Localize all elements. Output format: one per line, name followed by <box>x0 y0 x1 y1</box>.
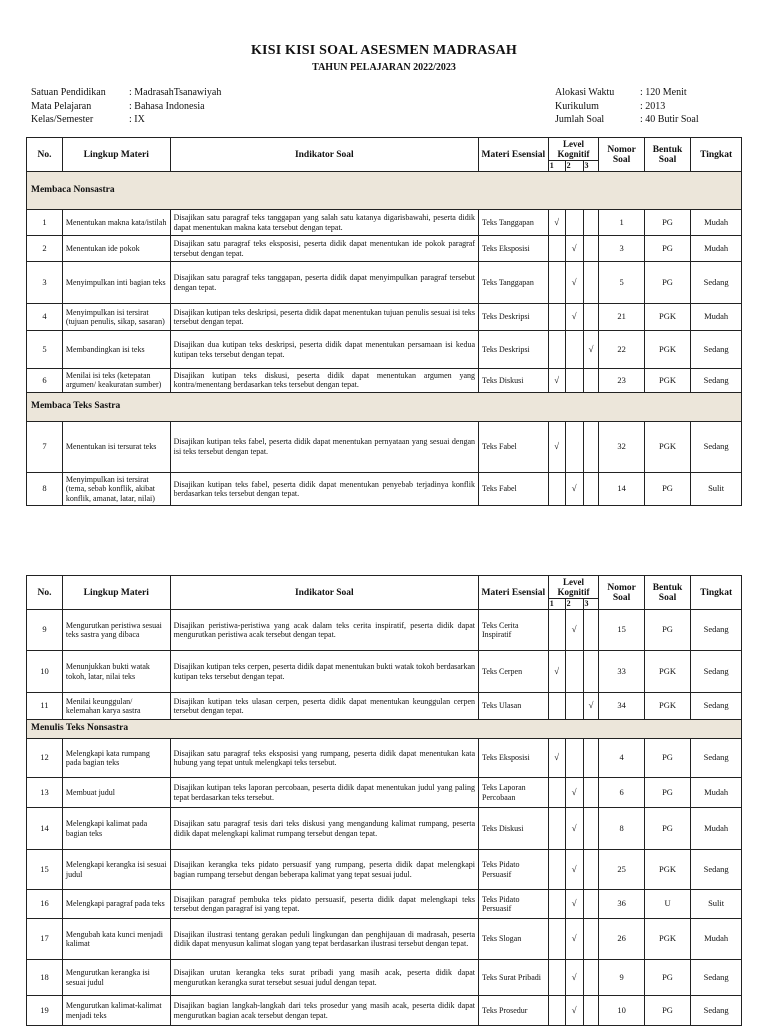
header-level-1: 1 <box>548 599 565 610</box>
level-1-check-cell <box>548 331 565 369</box>
header-level-2: 2 <box>565 599 583 610</box>
meta-key: Jumlah Soal <box>555 114 605 125</box>
section-row <box>27 720 742 739</box>
cell-indikator-soal: Disajikan kutipan teks diskusi, peserta didik dapat menentukan argumen yang kontra/menentang berdasarkan teks tersebut dengan tepat. <box>170 369 478 393</box>
cell-bentuk-soal: PGK <box>644 331 690 369</box>
header-materi-esensial: Materi Esensial <box>479 138 549 172</box>
cell-lingkup-materi: Menentukan makna kata/istilah <box>62 210 170 236</box>
header-lingkup-materi: Lingkup Materi <box>62 576 170 610</box>
cell-materi-esensial: Teks Eksposisi <box>479 236 549 262</box>
cell-tingkat: Sulit <box>691 890 742 919</box>
cell-indikator-soal: Disajikan satu paragraf teks eksposisi, peserta didik dapat menentukan ide pokok paragraf tersebut dengan tepat. <box>170 236 478 262</box>
level-3-check-cell <box>583 651 599 693</box>
cell-bentuk-soal: PGK <box>644 651 690 693</box>
cell-nomor-soal: 8 <box>599 808 644 850</box>
level-3-check-cell <box>583 472 599 505</box>
cell-bentuk-soal: PGK <box>644 919 690 960</box>
cell-nomor-soal: 26 <box>599 919 644 960</box>
cell-tingkat: Mudah <box>691 919 742 960</box>
cell-bentuk-soal: PG <box>644 210 690 236</box>
cell-bentuk-soal: PG <box>644 236 690 262</box>
header-materi-esensial: Materi Esensial <box>479 576 549 610</box>
level-2-check-cell <box>565 739 583 778</box>
cell-no: 7 <box>27 421 63 472</box>
cell-nomor-soal: 25 <box>599 850 644 890</box>
cell-materi-esensial: Teks Deskripsi <box>479 304 549 331</box>
cell-materi-esensial: Teks Fabel <box>479 472 549 505</box>
cell-nomor-soal: 22 <box>599 331 644 369</box>
level-1-check-cell <box>548 778 565 808</box>
meta-key: Kurikulum <box>555 100 599 112</box>
level-3-check-cell <box>583 610 599 651</box>
table-row <box>27 739 742 778</box>
header-level-1: 1 <box>548 161 565 172</box>
cell-lingkup-materi: Membandingkan isi teks <box>62 331 170 369</box>
cell-bentuk-soal: PGK <box>644 304 690 331</box>
level-3-check-cell <box>583 739 599 778</box>
level-3-check-cell <box>583 778 599 808</box>
cell-bentuk-soal: PG <box>644 778 690 808</box>
level-2-check-cell: √ <box>565 472 583 505</box>
level-3-check-cell: √ <box>583 693 599 720</box>
table-row <box>27 369 742 393</box>
header-level-2: 2 <box>565 161 583 172</box>
cell-nomor-soal: 21 <box>599 304 644 331</box>
level-1-check-cell <box>548 850 565 890</box>
cell-materi-esensial: Teks Prosedur <box>479 996 549 1026</box>
cell-lingkup-materi: Menunjukkan bukti watak tokoh, latar, nilai teks <box>62 651 170 693</box>
cell-nomor-soal: 4 <box>599 739 644 778</box>
cell-lingkup-materi: Mengurutkan peristiwa sesuai teks sastra yang dibaca <box>62 610 170 651</box>
level-2-check-cell <box>565 421 583 472</box>
table-row <box>27 262 742 304</box>
cell-nomor-soal: 36 <box>599 890 644 919</box>
section-title: Membaca Teks Sastra <box>27 392 742 421</box>
level-1-check-cell: √ <box>548 369 565 393</box>
meta-row <box>31 86 221 100</box>
table-row <box>27 651 742 693</box>
level-3-check-cell <box>583 919 599 960</box>
cell-no: 11 <box>27 693 63 720</box>
section-title: Menulis Teks Nonsastra <box>27 720 742 739</box>
meta-key: Alokasi Waktu <box>555 87 615 98</box>
cell-nomor-soal: 33 <box>599 651 644 693</box>
cell-nomor-soal: 9 <box>599 960 644 996</box>
cell-bentuk-soal: PGK <box>644 693 690 720</box>
cell-lingkup-materi: Menilai isi teks (ketepatan argumen/ keakuratan sumber) <box>62 369 170 393</box>
cell-no: 4 <box>27 304 63 331</box>
header-level-3: 3 <box>583 599 599 610</box>
table-row <box>27 610 742 651</box>
cell-materi-esensial: Teks Cerita Inspiratif <box>479 610 549 651</box>
cell-tingkat: Sedang <box>691 421 742 472</box>
cell-tingkat: Mudah <box>691 304 742 331</box>
cell-materi-esensial: Teks Tanggapan <box>479 262 549 304</box>
table-row <box>27 850 742 890</box>
cell-no: 12 <box>27 739 63 778</box>
cell-no: 10 <box>27 651 63 693</box>
level-1-check-cell: √ <box>548 210 565 236</box>
cell-indikator-soal: Disajikan satu paragraf teks eksposisi yang rumpang, peserta didik dapat menentukan kata hubung yang tepat untuk melengkapi teks tersebut. <box>170 739 478 778</box>
level-1-check-cell: √ <box>548 739 565 778</box>
level-2-check-cell: √ <box>565 808 583 850</box>
cell-materi-esensial: Teks Diskusi <box>479 369 549 393</box>
cell-indikator-soal: Disajikan bagian langkah-langkah dari teks prosedur yang masih acak, peserta didik dapat mengurutkan bagian acak tersebut dengan tepat. <box>170 996 478 1026</box>
meta-value: : IX <box>129 114 145 125</box>
level-1-check-cell <box>548 919 565 960</box>
level-3-check-cell <box>583 808 599 850</box>
cell-materi-esensial: Teks Fabel <box>479 421 549 472</box>
cell-no: 5 <box>27 331 63 369</box>
meta-info-left <box>31 86 221 127</box>
table-row <box>27 331 742 369</box>
cell-bentuk-soal: U <box>644 890 690 919</box>
level-1-check-cell <box>548 996 565 1026</box>
meta-value: : 120 Menit <box>640 87 687 98</box>
cell-indikator-soal: Disajikan kutipan teks fabel, peserta didik dapat menentukan pernyataan yang sesuai dengan isi teks tersebut dengan tepat. <box>170 421 478 472</box>
table-row <box>27 472 742 505</box>
cell-no: 6 <box>27 369 63 393</box>
meta-row <box>555 86 699 100</box>
level-3-check-cell <box>583 890 599 919</box>
cell-lingkup-materi: Menyimpulkan inti bagian teks <box>62 262 170 304</box>
meta-key: Satuan Pendidikan <box>31 87 106 98</box>
cell-bentuk-soal: PG <box>644 960 690 996</box>
cell-no: 19 <box>27 996 63 1026</box>
cell-indikator-soal: Disajikan kutipan teks deskripsi, peserta didik dapat menentukan tujuan penulis sesuai isi teks tersebut dengan tepat. <box>170 304 478 331</box>
cell-tingkat: Sedang <box>691 996 742 1026</box>
level-3-check-cell <box>583 210 599 236</box>
table-row <box>27 210 742 236</box>
cell-no: 15 <box>27 850 63 890</box>
cell-nomor-soal: 3 <box>599 236 644 262</box>
cell-lingkup-materi: Membuat judul <box>62 778 170 808</box>
section-row <box>27 172 742 210</box>
cell-no: 16 <box>27 890 63 919</box>
table-header <box>27 138 742 172</box>
header-level-3: 3 <box>583 161 599 172</box>
cell-materi-esensial: Teks Diskusi <box>479 808 549 850</box>
cell-bentuk-soal: PG <box>644 739 690 778</box>
cell-tingkat: Sedang <box>691 610 742 651</box>
cell-no: 18 <box>27 960 63 996</box>
table-header <box>27 576 742 610</box>
level-2-check-cell <box>565 331 583 369</box>
document-subtitle: TAHUN PELAJARAN 2022/2023 <box>312 62 456 73</box>
level-2-check-cell: √ <box>565 996 583 1026</box>
cell-nomor-soal: 32 <box>599 421 644 472</box>
cell-nomor-soal: 6 <box>599 778 644 808</box>
level-1-check-cell <box>548 262 565 304</box>
cell-lingkup-materi: Mengurutkan kalimat-kalimat menjadi teks <box>62 996 170 1026</box>
cell-no: 2 <box>27 236 63 262</box>
table-row <box>27 236 742 262</box>
level-2-check-cell: √ <box>565 778 583 808</box>
level-3-check-cell <box>583 996 599 1026</box>
cell-tingkat: Sedang <box>691 262 742 304</box>
cell-lingkup-materi: Mengurutkan kerangka isi sesuai judul <box>62 960 170 996</box>
cell-materi-esensial: Teks Tanggapan <box>479 210 549 236</box>
section-title: Membaca Nonsastra <box>27 172 742 210</box>
cell-lingkup-materi: Menentukan isi tersurat teks <box>62 421 170 472</box>
table-row <box>27 960 742 996</box>
cell-indikator-soal: Disajikan kutipan teks ulasan cerpen, peserta didik dapat menentukan keunggulan cerpen tersebut dengan tepat. <box>170 693 478 720</box>
cell-materi-esensial: Teks Pidato Persuasif <box>479 850 549 890</box>
level-3-check-cell <box>583 369 599 393</box>
cell-bentuk-soal: PGK <box>644 369 690 393</box>
table-row <box>27 778 742 808</box>
level-2-check-cell: √ <box>565 610 583 651</box>
cell-bentuk-soal: PG <box>644 996 690 1026</box>
cell-lingkup-materi: Melengkapi paragraf pada teks <box>62 890 170 919</box>
cell-materi-esensial: Teks Eksposisi <box>479 739 549 778</box>
cell-lingkup-materi: Menilai keunggulan/ kelemahan karya sastra <box>62 693 170 720</box>
kisi-table-page-1 <box>26 137 742 506</box>
table-row <box>27 996 742 1026</box>
cell-tingkat: Sedang <box>691 651 742 693</box>
section-row <box>27 392 742 421</box>
meta-value: : Bahasa Indonesia <box>129 100 205 112</box>
cell-lingkup-materi: Melengkapi kerangka isi sesuai judul <box>62 850 170 890</box>
cell-no: 17 <box>27 919 63 960</box>
kisi-table-page-2 <box>26 575 742 1026</box>
cell-materi-esensial: Teks Pidato Persuasif <box>479 890 549 919</box>
cell-tingkat: Mudah <box>691 236 742 262</box>
header-bentuk-soal: Bentuk Soal <box>644 138 690 172</box>
header-tingkat: Tingkat <box>691 576 742 610</box>
level-1-check-cell <box>548 808 565 850</box>
header-indikator-soal: Indikator Soal <box>170 576 478 610</box>
meta-info-right <box>555 86 699 127</box>
level-3-check-cell <box>583 960 599 996</box>
cell-bentuk-soal: PGK <box>644 850 690 890</box>
document-title: KISI KISI SOAL ASESMEN MADRASAH <box>250 43 518 58</box>
level-1-check-cell <box>548 610 565 651</box>
cell-indikator-soal: Disajikan kutipan teks fabel, peserta didik dapat menentukan penyebab terjadinya konflik berdasarkan teks tersebut dengan tepat. <box>170 472 478 505</box>
level-2-check-cell <box>565 369 583 393</box>
cell-nomor-soal: 34 <box>599 693 644 720</box>
cell-tingkat: Sedang <box>691 693 742 720</box>
header-lingkup-materi: Lingkup Materi <box>62 138 170 172</box>
cell-tingkat: Sulit <box>691 472 742 505</box>
cell-materi-esensial: Teks Slogan <box>479 919 549 960</box>
cell-nomor-soal: 10 <box>599 996 644 1026</box>
meta-row <box>31 113 221 127</box>
cell-nomor-soal: 1 <box>599 210 644 236</box>
cell-no: 9 <box>27 610 63 651</box>
header-no: No. <box>27 138 63 172</box>
level-1-check-cell <box>548 236 565 262</box>
table-row <box>27 919 742 960</box>
cell-lingkup-materi: Menyimpulkan isi tersirat (tema, sebab konflik, akibat konflik, amanat, latar, nilai) <box>62 472 170 505</box>
level-2-check-cell: √ <box>565 262 583 304</box>
level-3-check-cell <box>583 421 599 472</box>
cell-tingkat: Sedang <box>691 331 742 369</box>
cell-materi-esensial: Teks Laporan Percobaan <box>479 778 549 808</box>
level-3-check-cell: √ <box>583 331 599 369</box>
meta-row <box>555 113 699 127</box>
level-3-check-cell <box>583 236 599 262</box>
cell-lingkup-materi: Mengubah kata kunci menjadi kalimat <box>62 919 170 960</box>
cell-materi-esensial: Teks Deskripsi <box>479 331 549 369</box>
level-1-check-cell <box>548 472 565 505</box>
cell-bentuk-soal: PG <box>644 262 690 304</box>
level-1-check-cell: √ <box>548 651 565 693</box>
table-row <box>27 421 742 472</box>
cell-tingkat: Mudah <box>691 778 742 808</box>
cell-indikator-soal: Disajikan ilustrasi tentang gerakan peduli lingkungan dan penghijauan di madrasah, peserta didik dapat menyusun kalimat slogan yang tepat berdasarkan ilustrasi tersebut dengan tepat. <box>170 919 478 960</box>
cell-materi-esensial: Teks Ulasan <box>479 693 549 720</box>
cell-indikator-soal: Disajikan kerangka teks pidato persuasif yang rumpang, peserta didik dapat melengkapi bagian rumpang tersebut dengan beberapa kalimat yang tepat sesuai judul. <box>170 850 478 890</box>
cell-nomor-soal: 23 <box>599 369 644 393</box>
cell-indikator-soal: Disajikan peristiwa-peristiwa yang acak dalam teks cerita inspiratif, peserta didik dapat mengurutkan peristiwa acak tersebut dengan tepat. <box>170 610 478 651</box>
level-1-check-cell <box>548 693 565 720</box>
header-tingkat: Tingkat <box>691 138 742 172</box>
meta-key: Mata Pelajaran <box>31 100 92 112</box>
level-2-check-cell: √ <box>565 304 583 331</box>
cell-bentuk-soal: PG <box>644 808 690 850</box>
cell-tingkat: Sedang <box>691 739 742 778</box>
cell-indikator-soal: Disajikan paragraf pembuka teks pidato persuasif, peserta didik dapat melengkapi teks tersebut dengan paragraf isi yang tepat. <box>170 890 478 919</box>
level-3-check-cell <box>583 850 599 890</box>
meta-value: : 2013 <box>640 100 666 112</box>
cell-indikator-soal: Disajikan kutipan teks cerpen, peserta didik dapat menentukan bukti watak tokoh berdasarkan kutipan teks tersebut dengan tepat. <box>170 651 478 693</box>
level-3-check-cell <box>583 262 599 304</box>
table-row <box>27 693 742 720</box>
level-2-check-cell: √ <box>565 919 583 960</box>
header-nomor-soal: Nomor Soal <box>599 576 644 610</box>
cell-tingkat: Sedang <box>691 850 742 890</box>
meta-value: : 40 Butir Soal <box>640 114 699 125</box>
cell-indikator-soal: Disajikan satu paragraf teks tanggapan yang salah satu katanya digarisbawahi, peserta didik dapat menentukan makna kata tersebut dengan tepat. <box>170 210 478 236</box>
cell-lingkup-materi: Melengkapi kalimat pada bagian teks <box>62 808 170 850</box>
header-indikator-soal: Indikator Soal <box>170 138 478 172</box>
meta-value: : MadrasahTsanawiyah <box>129 87 222 98</box>
header-no: No. <box>27 576 63 610</box>
level-2-check-cell <box>565 693 583 720</box>
level-1-check-cell <box>548 890 565 919</box>
level-2-check-cell <box>565 651 583 693</box>
cell-indikator-soal: Disajikan kutipan teks laporan percobaan, peserta didik dapat menentukan judul yang paling tepat berdasarkan teks tersebut. <box>170 778 478 808</box>
header-nomor-soal: Nomor Soal <box>599 138 644 172</box>
cell-no: 3 <box>27 262 63 304</box>
header-bentuk-soal: Bentuk Soal <box>644 576 690 610</box>
level-2-check-cell: √ <box>565 850 583 890</box>
level-1-check-cell: √ <box>548 421 565 472</box>
level-3-check-cell <box>583 304 599 331</box>
cell-nomor-soal: 5 <box>599 262 644 304</box>
cell-lingkup-materi: Melengkapi kata rumpang pada bagian teks <box>62 739 170 778</box>
cell-indikator-soal: Disajikan satu paragraf tesis dari teks diskusi yang mengandung kalimat rumpang, peserta didik dapat melengkapi kalimat rumpang tersebut dengan tepat. <box>170 808 478 850</box>
cell-lingkup-materi: Menyimpulkan isi tersirat (tujuan penulis, sikap, sasaran) <box>62 304 170 331</box>
cell-materi-esensial: Teks Surat Pribadi <box>479 960 549 996</box>
header-level-kognitif: Level Kognitif <box>548 138 599 161</box>
cell-tingkat: Mudah <box>691 210 742 236</box>
table-row <box>27 808 742 850</box>
level-1-check-cell <box>548 960 565 996</box>
cell-indikator-soal: Disajikan urutan kerangka teks surat pribadi yang masih acak, peserta didik dapat mengurutkan kerangka surat tersebut sesuai judul dengan tepat. <box>170 960 478 996</box>
cell-materi-esensial: Teks Cerpen <box>479 651 549 693</box>
cell-tingkat: Sedang <box>691 369 742 393</box>
cell-nomor-soal: 15 <box>599 610 644 651</box>
cell-indikator-soal: Disajikan satu paragraf teks tanggapan, peserta didik dapat menyimpulkan paragraf tersebut dengan tepat. <box>170 262 478 304</box>
cell-no: 13 <box>27 778 63 808</box>
cell-bentuk-soal: PG <box>644 472 690 505</box>
cell-tingkat: Mudah <box>691 808 742 850</box>
table-row <box>27 890 742 919</box>
cell-lingkup-materi: Menentukan ide pokok <box>62 236 170 262</box>
meta-row <box>31 100 221 114</box>
cell-bentuk-soal: PGK <box>644 421 690 472</box>
cell-no: 8 <box>27 472 63 505</box>
cell-no: 14 <box>27 808 63 850</box>
level-2-check-cell: √ <box>565 890 583 919</box>
cell-bentuk-soal: PG <box>644 610 690 651</box>
table-row <box>27 304 742 331</box>
level-1-check-cell <box>548 304 565 331</box>
header-level-kognitif: Level Kognitif <box>548 576 599 599</box>
level-2-check-cell: √ <box>565 236 583 262</box>
cell-nomor-soal: 14 <box>599 472 644 505</box>
level-2-check-cell: √ <box>565 960 583 996</box>
meta-row <box>555 100 699 114</box>
cell-no: 1 <box>27 210 63 236</box>
level-2-check-cell <box>565 210 583 236</box>
cell-tingkat: Sedang <box>691 960 742 996</box>
meta-key: Kelas/Semester <box>31 114 94 125</box>
cell-indikator-soal: Disajikan dua kutipan teks deskripsi, peserta didik dapat menentukan persamaan isi kedua kutipan teks tersebut dengan tepat. <box>170 331 478 369</box>
